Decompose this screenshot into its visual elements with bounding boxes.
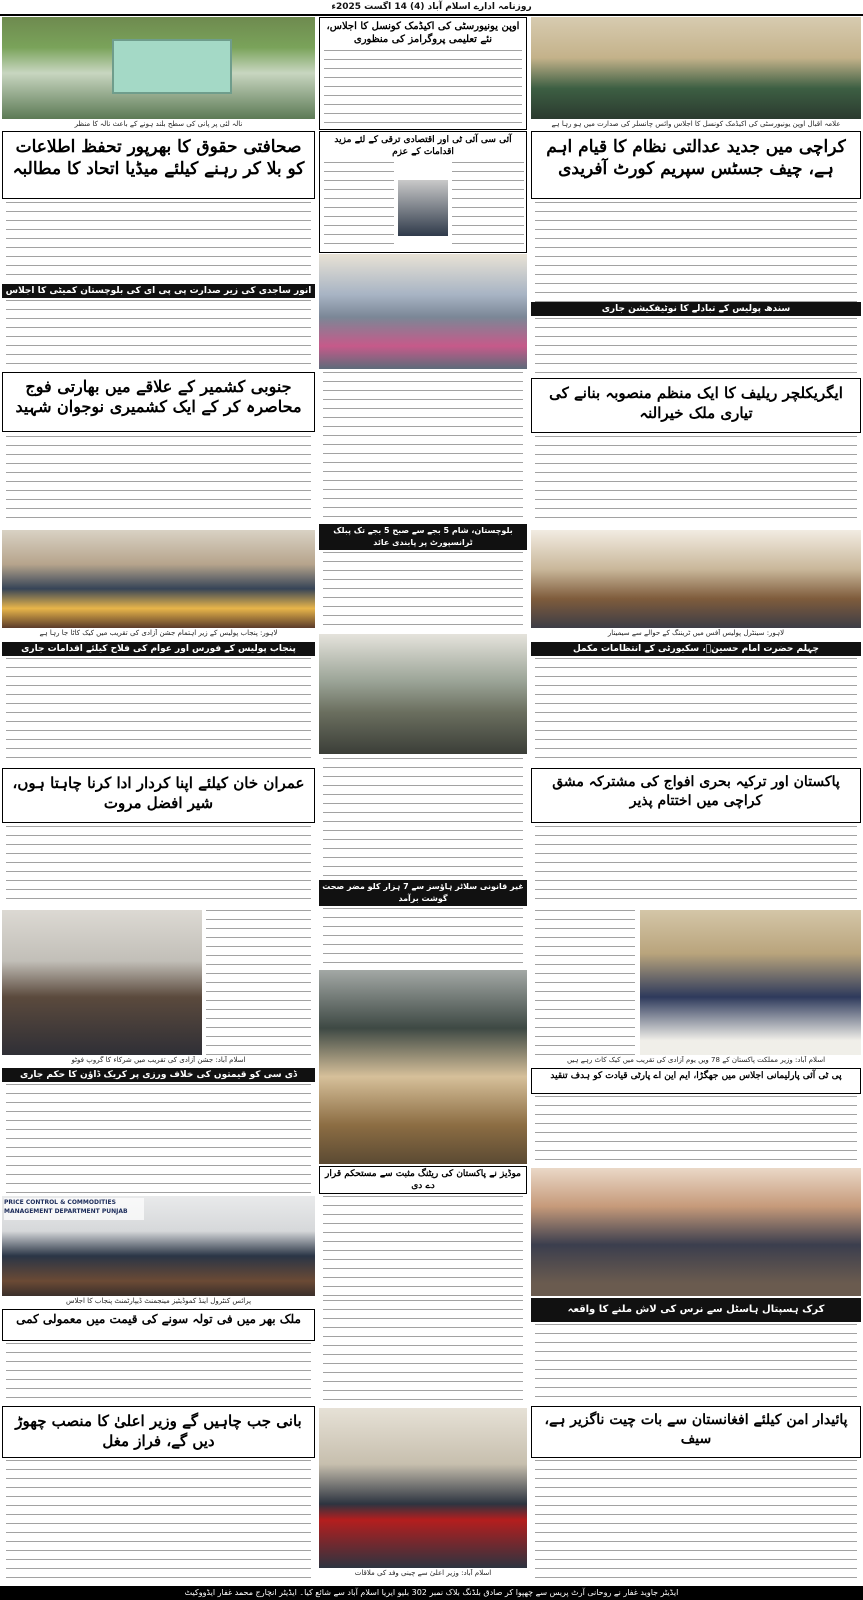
center-body-bottom: [323, 1300, 523, 1400]
afghan-headline-box: [531, 1406, 861, 1458]
footer-bar: ایڈیٹر جاوید غفار نے روحانی آرٹ پریس سے چھپوا کر صادق بلڈنگ بلاک نمبر 302 بلیو ایریا اسلام آباد سے شائع کیا۔ ایڈیٹر انچارج محمد غفار ایڈووکیٹ: [0, 1586, 863, 1600]
slaughter-body: [323, 908, 523, 968]
afghan-body: [535, 1460, 857, 1582]
headline-icct: آئی سی آئی ٹی اور اقتصادی ترقی کے لئے مزید اقدامات کے عزم: [334, 135, 512, 157]
slaughter-head: غیر قانونی سلاٹر ہاؤسز سے 7 ہزار کلو مضر صحت گوشت برآمد: [319, 880, 527, 906]
center-body-mid: [323, 372, 523, 522]
price-control-body: [6, 1084, 311, 1194]
group-photo-center: [319, 634, 527, 754]
bani-headline-box: [2, 1406, 315, 1458]
rating-body: [323, 1196, 523, 1296]
punjab-police-head: پنجاب پولیس کے فورس اور عوام کی فلاح کیلئے اقدامات جاری: [2, 642, 315, 656]
dept-sign: PRICE CONTROL & COMMODITIES MANAGEMENT DEPARTMENT PUNJAB: [4, 1198, 144, 1220]
assembly-photo: [531, 1168, 861, 1296]
kashmir-body: [6, 436, 311, 526]
bridge-shape: [112, 39, 232, 94]
event-photo-center: [319, 254, 527, 369]
left-small-body: [206, 910, 311, 1055]
seminar-photo: [531, 530, 861, 628]
imran-body: [6, 826, 311, 906]
price-control-head: ڈی سی کو قیمتوں کی خلاف ورزی پر کریک ڈاؤن کا حکم جاری: [2, 1068, 315, 1082]
gold-headline-box: [2, 1309, 315, 1341]
caption-2: لاہور: پنجاب پولیس کے زیر اہتمام جشن آزادی کی تقریب میں کیک کاٹا جا رہا ہے: [39, 629, 278, 637]
icct-body-2: [452, 162, 524, 250]
headline-pti: پی ٹی آئی پارلیمانی اجلاس میں جھگڑا، ایم این اے پارٹی قیادت کو ہدف تنقید: [550, 1071, 842, 1081]
caption-4: اسلام آباد: جشن آزادی کی تقریب میں شرکاء کا گروپ فوٹو: [71, 1056, 246, 1064]
headline-karachi: کراچی میں جدید عدالتی نظام کا قیام اہم ہے، چیف جسٹس سپریم کورٹ آفریدی: [546, 137, 846, 179]
bani-body: [6, 1460, 311, 1582]
headline-imran: عمران خان کیلئے اپنا کردار ادا کرنا چاہتا ہوں، شیر افضل مروت: [12, 774, 305, 812]
karachi-headline-box: [531, 131, 861, 199]
price-meeting-photo: [2, 1196, 315, 1296]
chehlum-head-1: سندھ پولیس کے تبادلے کا نوٹیفکیشن جاری: [531, 302, 861, 316]
caption-5: اسلام آباد: وزیر مملکت پاکستان کے 78 ویں یوم آزادی کی تقریب میں کیک کاٹ رہے ہیں: [566, 1056, 826, 1064]
karak-head: کرک ہسپتال ہاسٹل سے نرس کی لاش ملنے کا واقعہ: [531, 1298, 861, 1322]
karak-body: [535, 1324, 857, 1404]
karachi-body: [535, 202, 857, 302]
anwar-sajidi-body: [6, 300, 311, 370]
cake-photo-right: [640, 910, 861, 1055]
caption-7: اسلام آباد: وزیر اعلیٰ سے چینی وفد کی ملاقات: [354, 1569, 492, 1577]
top-left-photo: [2, 17, 315, 119]
icct-box: [319, 131, 527, 253]
headline-agriculture: ایگریکلچر ریلیف کا ایک منظم منصوبہ بنانے کی تیاری ملک خیرالنہ: [549, 384, 843, 422]
caption-6: پرائس کنٹرول اینڈ کموڈیٹیز مینجمنٹ ڈیپارٹمنٹ پنجاب کا اجلاس: [65, 1297, 252, 1305]
journalist-body: [6, 202, 311, 282]
headline-forces: پاکستان اور ترکیہ بحری افواج کی مشترکہ مشق کراچی میں اختتام پذیر: [552, 774, 840, 809]
caption-left-top: نالہ لئی پر پانی کی سطح بلند ہونے کے باعث نالہ کا منظر: [74, 120, 243, 128]
headline-aiou: اوپن یونیورسٹی کی اکیڈمک کونسل کا اجلاس، نئے تعلیمی پروگرامز کی منظوری: [326, 21, 520, 45]
icct-portrait: [398, 180, 448, 236]
rating-headline-box: [319, 1166, 527, 1194]
right-small-body: [535, 910, 635, 1055]
imran-headline-box: [2, 768, 315, 823]
headline-gold: ملک بھر میں فی تولہ سونے کی قیمت میں معمولی کمی: [16, 1312, 301, 1326]
body-lines: [324, 50, 522, 126]
punjab-police-body: [6, 658, 311, 766]
headline-rating: موڈیز نے پاکستان کی ریٹنگ مثبت سے مستحکم قرار دے دی: [325, 1169, 521, 1191]
china-meeting-photo: [319, 1408, 527, 1568]
headline-journalist: صحافتی حقوق کا بھرپور تحفظ اطلاعات کو بلا کر رہنے کیلئے میڈیا اتحاد کا مطالبہ: [12, 137, 305, 179]
pti-body: [535, 1096, 857, 1166]
ceremony-photo-left: [2, 910, 202, 1055]
gold-body: [6, 1343, 311, 1403]
anwar-sajidi-head: انور ساجدی کی زیر صدارت پی پی ای کی بلوچستان کمیٹی کا اجلاس: [2, 284, 315, 298]
balochistan-body: [323, 552, 523, 632]
top-center-story: [319, 17, 527, 130]
cake-cutting-photo: [2, 530, 315, 628]
masthead-rule: [0, 14, 863, 16]
agriculture-body: [535, 436, 857, 526]
caption-3: لاہور: سینٹرل پولیس آفس میں ٹریننگ کے حوالے سے سیمینار: [607, 629, 785, 637]
pti-headline-box: [531, 1068, 861, 1094]
journalist-headline-box: [2, 131, 315, 199]
headline-afghan: پائیدار امن کیلئے افغانستان سے بات چیت ناگزیر ہے، سیف: [544, 1412, 848, 1447]
masthead: روزنامہ ادارے اسلام آباد (4) 14 اگست 2025ء: [331, 2, 532, 12]
headline-kashmir: جنوبی کشمیر کے علاقے میں بھارتی فوج محاصرہ کر کے ایک کشمیری نوجوان شہید: [15, 377, 302, 416]
icct-body: [324, 162, 394, 250]
center-body-2: [323, 758, 523, 878]
chehlum-body: [535, 658, 857, 766]
headline-bani: بانی جب چاہیں گے وزیر اعلیٰ کا منصب چھوڑ دیں گے، فراز مغل: [15, 1412, 302, 1450]
forces-body: [535, 826, 857, 906]
agriculture-headline-box: [531, 378, 861, 433]
forces-headline-box: [531, 768, 861, 823]
balochistan-head: بلوچستان، شام 5 بجے سے صبح 5 بجے تک پبلک ٹرانسپورٹ پر پابندی عائد: [319, 524, 527, 550]
caption-1: علامہ اقبال اوپن یونیورسٹی کی اکیڈمک کونسل کا اجلاس وائس چانسلر کی صدارت میں ہو رہا ہے: [551, 120, 841, 128]
food-photo-center: [319, 970, 527, 1164]
chehlum-head: چہلم حضرت امام حسینؓ، سکیورٹی کے انتظامات مکمل: [531, 642, 861, 656]
top-right-photo: [531, 17, 861, 119]
sindh-body: [535, 318, 857, 376]
kashmir-headline-box: [2, 372, 315, 432]
